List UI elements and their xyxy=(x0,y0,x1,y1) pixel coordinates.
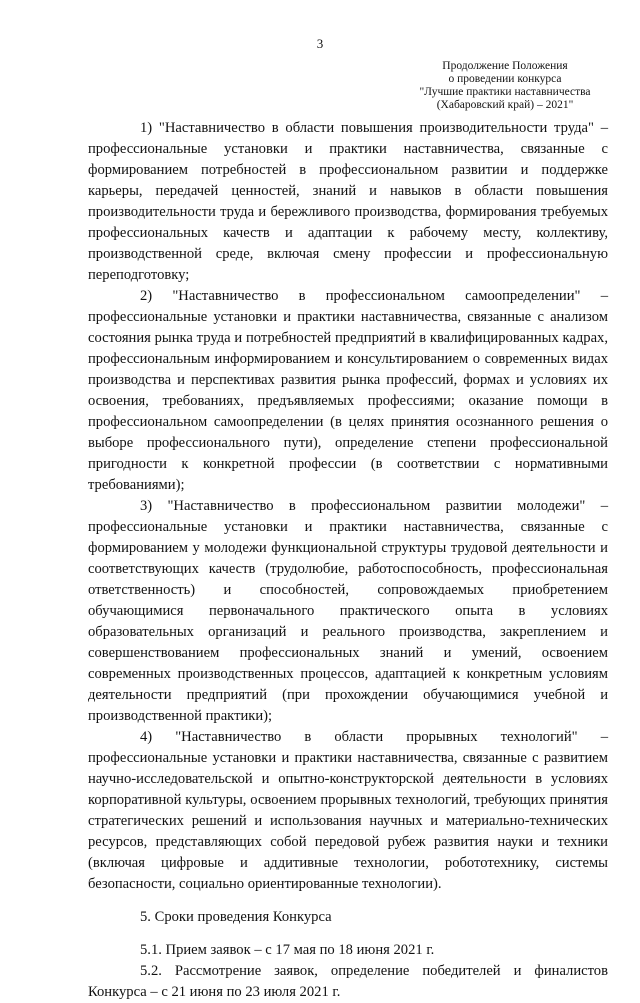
paragraph-item-3: 3) "Наставничество в профессиональном развитии молодежи" – профессиональные установки и практики наставничества, связанные с формированием у молодежи функциональной структуры трудовой деятельности и соответствующих качеств (трудолюбие, работоспособность, профессиональная ответственность) и способностей, сопровождаемых приобретением обучающимися первоначального практического опыта в условиях образовательных организаций и реального производства, закреплением и совершенствованием профессиональных знаний и умений, освоением современных производственных процессов, адаптацией к конкретным условиям деятельности предприятий (при прохождении обучающимися учебной и производственной практики); xyxy=(88,498,608,724)
page-number: 3 xyxy=(316,36,324,51)
paragraph-item-4: 4) "Наставничество в области прорывных технологий" – профессиональные установки и практики наставничества, связанные с развитием научно-исследовательской и опытно-конструкторской деятельности в условиях корпоративной культуры, освоением прорывных технологий, требующих принятия стратегических решений и использования научных и материально-технических ресурсов, представляющих собой передовой рубеж развития науки и техники (включая цифровые и аддитивные технологии, робототехнику, системы безопасности, социально ориентированные технологии). xyxy=(88,729,608,892)
header-note-line: Продолжение Положения xyxy=(442,60,568,72)
section-heading: 5. Сроки проведения Конкурса xyxy=(140,909,332,925)
document-body xyxy=(88,118,608,1003)
header-note-line: "Лучшие практики наставничества xyxy=(419,86,591,98)
header-note xyxy=(380,60,630,112)
header-note-line: о проведении конкурса xyxy=(448,73,562,85)
section-item-5-1: 5.1. Прием заявок – с 17 мая по 18 июня 2021 г. xyxy=(140,942,435,958)
header-note-line: (Хабаровский край) – 2021" xyxy=(436,99,574,111)
section-item-5-2: 5.2. Рассмотрение заявок, определение победителей и финалистов Конкурса – с 21 июня по 23 июля 2021 г. xyxy=(88,963,608,1000)
paragraph-item-1: 1) "Наставничество в области повышения производительности труда" – профессиональные установки и практики наставничества, связанные с формированием потребностей в профессиональном развитии и поддержке карьеры, передачей ценностей, знаний и навыков в области повышения производительности труда и бережливого производства, формирования требуемых профессиональных качеств и адаптации к рабочему месту, коллективу, производственной среде, включая смену профессии и профессиональную переподготовку; xyxy=(88,120,608,283)
paragraph-item-2: 2) "Наставничество в профессиональном самоопределении" – профессиональные установки и практики наставничества, связанные с анализом состояния рынка труда и потребностей предприятий в квалифицированных кадрах, профессиональным информированием и консультированием о современных видах производства и перспективах развития рынка профессий, формах и условиях их освоения, требованиях, предъявляемых профессиями; оказание помощи в профессиональном самоопределении (в целях принятия осознанного решения о выборе профессионального пути), определение степени профессиональной пригодности к конкретной профессии (в соответствии с нормативными требованиями); xyxy=(88,288,608,493)
